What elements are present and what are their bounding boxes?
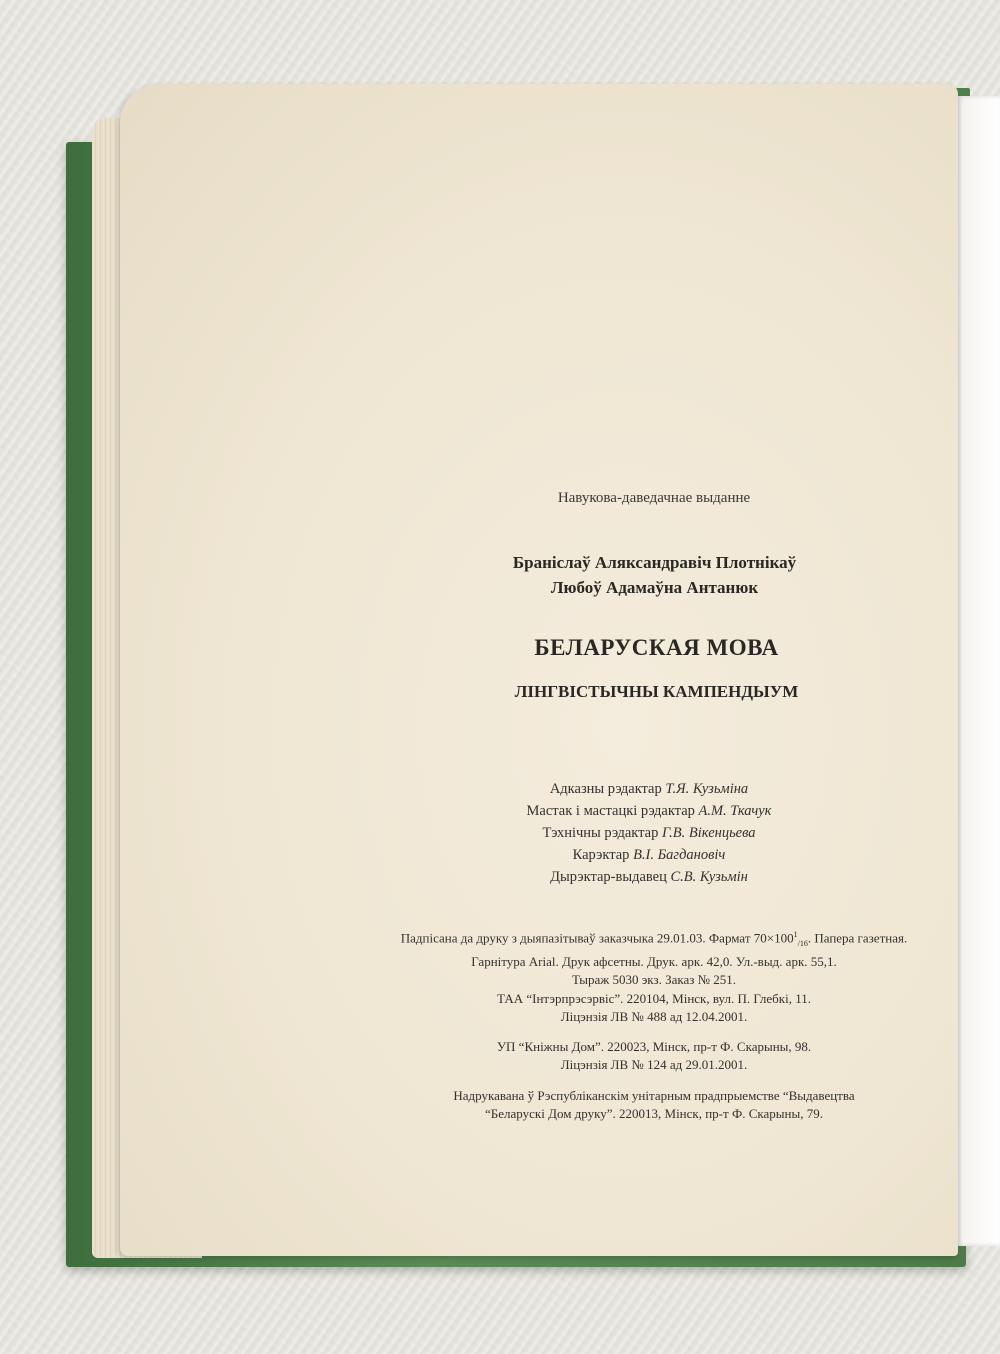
author-1: Браніслаў Аляксандравіч Плотнікаў xyxy=(512,553,797,572)
imprint-page xyxy=(120,84,958,1256)
staff-line: Мастак і мастацкі рэдактар А.М. Ткачук xyxy=(526,803,772,819)
staff-line: Тэхнічны рэдактар Г.В. Вікенцьева xyxy=(542,825,756,841)
publisher-up: УП “Кніжны Дом”. 220023, Мінск, пр-т Ф. Скарыны, 98. Ліцэнзія ЛВ № 124 ад 29.01.2001. xyxy=(496,1039,812,1072)
book-subtitle: ЛІНГВІСТЫЧНЫ КАМПЕНДЫУМ xyxy=(514,682,799,701)
staff-line: Карэктар В.І. Багдановіч xyxy=(572,847,726,863)
staff-line: Адказны рэдактар Т.Я. Кузьміна xyxy=(549,781,749,797)
print-details: Падпісана да друку з дыяпазітываў заказчыка 29.01.03. Фармат $70\times 100^1_{/16}$. Папера газетная. Гарнітура Arial. Друк афсетны. Друк. арк. 42,0. Ул.-выд. арк. 55,1. Тыраж 5030 экз. Заказ № 251. xyxy=(400,930,908,987)
author-2: Любоў Адамаўна Антанюк xyxy=(550,578,759,597)
printer-info: Надрукавана ў Рэспубліканскім унітарным прадпрыемстве “Выдавецтва “Беларускі Дом друку”. 220013, Мінск, пр-т Ф. Скарыны, 79. xyxy=(453,1088,855,1121)
genre-label: Навукова-даведачнае выданне xyxy=(557,490,751,506)
staff-list xyxy=(120,778,958,888)
facing-page-edge xyxy=(958,96,1000,1246)
book-title: БЕЛАРУСКАЯ МОВА xyxy=(534,635,779,660)
staff-line: Дырэктар-выдавец С.В. Кузьмін xyxy=(550,869,748,885)
authors xyxy=(120,550,958,600)
publisher-taa: ТАА “Інтэрпрэсэрвіс”. 220104, Мінск, вул. П. Глебкі, 11. Ліцэнзія ЛВ № 488 ад 12.04.2001. xyxy=(497,991,811,1024)
